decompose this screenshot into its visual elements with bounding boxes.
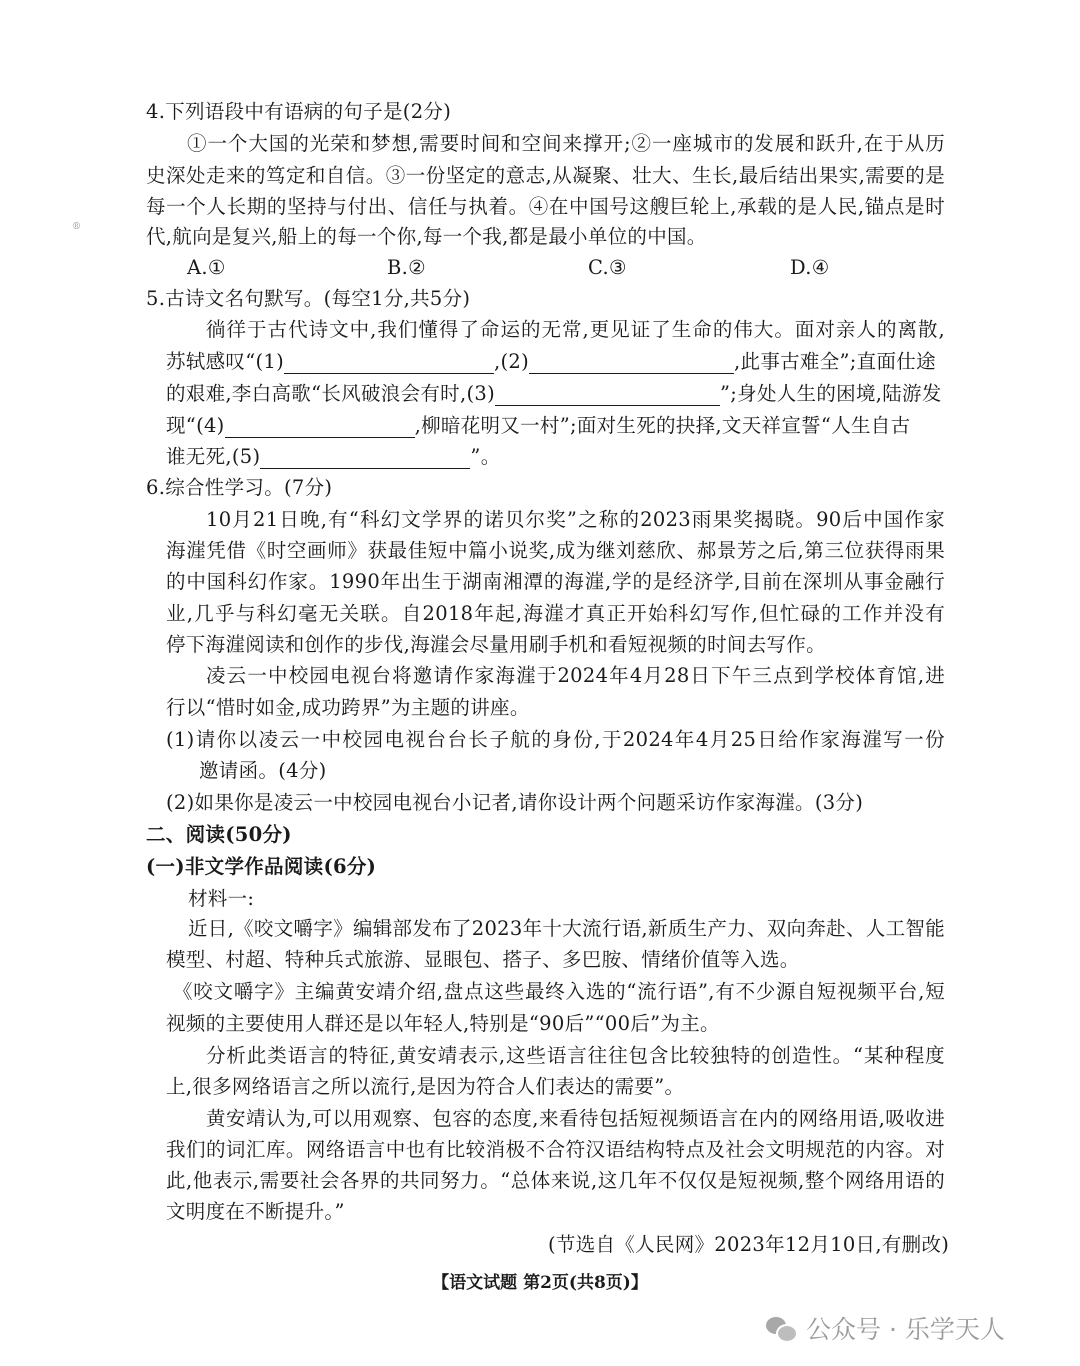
para4-line-2: 我们的词汇库。网络语言中也有比较消极不合符汉语结构特点及社会文明规范的内容。对 xyxy=(166,1138,945,1161)
q4-line-1: ①一个大国的光荣和梦想,需要时间和空间来撑开;②一座城市的发展和跃升,在于从历 xyxy=(187,132,945,155)
q4-line-4: 代,航向是复兴,船上的每一个你,每一个我,都是最小单位的中国。 xyxy=(146,225,707,248)
q6-p2-line-1: 凌云一中校园电视台将邀请作家海漄于2024年4月28日下午三点到学校体育馆,进 xyxy=(206,664,945,687)
q4-stem: 4.下列语段中有语病的句子是(2分) xyxy=(146,100,452,123)
q5-l5-text-b: ”。 xyxy=(470,445,501,468)
q4-option-c: C.③ xyxy=(588,256,627,279)
para2-line-1: 《咬文嚼字》主编黄安靖介绍,盘点这些最终入选的“流行语”,有不少源自短视频平台,短 xyxy=(173,980,945,1003)
para4-line-3: 此,他表示,需要社会各界的共同努力。“总体来说,这几年不仅仅是短视频,整个网络用语的 xyxy=(166,1169,945,1192)
q5-line-2 xyxy=(166,348,936,376)
q5-l3-text-b: ”;身处人生的困境,陆游发 xyxy=(720,382,942,405)
q6-p1-line-2: 海漄凭借《时空画师》获最佳短中篇小说奖,成为继刘慈欣、郝景芳之后,第三位获得雨果 xyxy=(166,539,945,562)
q6-sub2: (2)如果你是凌云一中校园电视台小记者,请你设计两个问题采访作家海漄。(3分) xyxy=(166,791,864,814)
q5-l2-text-b: ,(2) xyxy=(494,350,530,373)
para3-line-1: 分析此类语言的特征,黄安靖表示,这些语言往往包含比较独特的创造性。“某种程度 xyxy=(206,1044,945,1067)
watermark xyxy=(766,1310,1005,1346)
q5-l2-text-c: ,此事古难全”;直面仕途 xyxy=(734,350,936,373)
para3-line-2: 上,很多网络语言之所以流行,是因为符合人们表达的需要”。 xyxy=(166,1075,685,1098)
q5-stem: 5.古诗文名句默写。(每空1分,共5分) xyxy=(146,287,471,310)
q6-p1-line-3: 的中国科幻作家。1990年出生于湖南湘潭的海漄,学的是经济学,目前在深圳从事金融行 xyxy=(166,570,945,593)
q5-blank-1[interactable] xyxy=(284,351,494,374)
watermark-text: 公众号 · 乐学天人 xyxy=(806,1315,1005,1344)
para2-line-2: 视频的主要使用人群还是以年轻人,特别是“90后”“00后”为主。 xyxy=(166,1012,720,1035)
q5-line-1: 徜徉于古代诗文中,我们懂得了命运的无常,更见证了生命的伟大。面对亲人的离散, xyxy=(206,318,945,341)
q5-l5-text-a: 谁无死,(5) xyxy=(166,445,261,468)
q5-blank-4[interactable] xyxy=(225,415,415,438)
section2-title: 二、阅读(50分) xyxy=(146,823,292,846)
source-citation: (节选自《人民网》2023年12月10日,有删改) xyxy=(548,1233,950,1256)
para1-line-1: 近日,《咬文嚼字》编辑部发布了2023年十大流行语,新质生产力、双向奔赴、人工智能 xyxy=(188,917,945,940)
para4-line-1: 黄安靖认为,可以用观察、包容的态度,来看待包括短视频语言在内的网络用语,吸收进 xyxy=(206,1107,945,1130)
para1-line-2: 模型、村超、特种兵式旅游、显眼包、搭子、多巴胺、情绪价值等入选。 xyxy=(166,948,800,971)
q4-option-a: A.① xyxy=(187,256,226,279)
q5-l3-text-a: 的艰难,李白高歌“长风破浪会有时,(3) xyxy=(166,382,495,405)
q6-p2-line-2: 行以“惜时如金,成功跨界”为主题的讲座。 xyxy=(166,696,530,719)
q4-line-3: 每一个人长期的坚持与付出、信任与执着。④在中国号这艘巨轮上,承载的是人民,锚点是时 xyxy=(146,195,945,218)
wechat-icon xyxy=(766,1315,796,1341)
q5-l2-text-a: 苏轼感叹“(1) xyxy=(166,350,284,373)
q6-p1-line-5: 停下海漄阅读和创作的步伐,海漄会尽量用刷手机和看短视频的时间去写作。 xyxy=(166,633,826,656)
q6-p1-line-4: 业,几乎与科幻毫无关联。自2018年起,海漄才真正开始科幻写作,但忙碌的工作并没有 xyxy=(166,602,945,625)
q6-sub1-line-1: (1)请你以凌云一中校园电视台台长子航的身份,于2024年4月25日给作家海漄写一份 xyxy=(166,728,945,751)
q5-l4-text-b: ,柳暗花明又一村”;面对生死的抉择,文天祥宣誓“人生自古 xyxy=(414,414,911,437)
q5-line-5 xyxy=(166,443,501,471)
margin-mark: ® xyxy=(72,222,81,232)
q5-line-3 xyxy=(166,380,942,408)
q4-option-b: B.② xyxy=(387,256,426,279)
material-label: 材料一: xyxy=(188,887,255,910)
q6-p1-line-1: 10月21日晚,有“科幻文学界的诺贝尔奖”之称的2023雨果奖揭晓。90后中国作家 xyxy=(206,508,945,531)
q4-option-d: D.④ xyxy=(790,256,830,279)
q5-blank-3[interactable] xyxy=(495,383,720,406)
q6-sub1-line-2: 邀请函。(4分) xyxy=(199,759,327,782)
q5-l4-text-a: 现“(4) xyxy=(166,414,225,437)
q5-line-4 xyxy=(166,412,910,440)
q6-stem: 6.综合性学习。(7分) xyxy=(146,476,333,499)
section2-part1: (一)非文学作品阅读(6分) xyxy=(146,855,377,878)
para4-line-4: 文明度在不断提升。” xyxy=(166,1200,345,1223)
q5-blank-5[interactable] xyxy=(260,446,470,469)
page-footer: 【语文试题 第2页(共8页)】 xyxy=(432,1273,648,1293)
q5-blank-2[interactable] xyxy=(529,351,734,374)
q4-line-2: 史深处走来的笃定和自信。③一份坚定的意志,从凝聚、壮大、生长,最后结出果实,需要的是 xyxy=(146,164,945,187)
